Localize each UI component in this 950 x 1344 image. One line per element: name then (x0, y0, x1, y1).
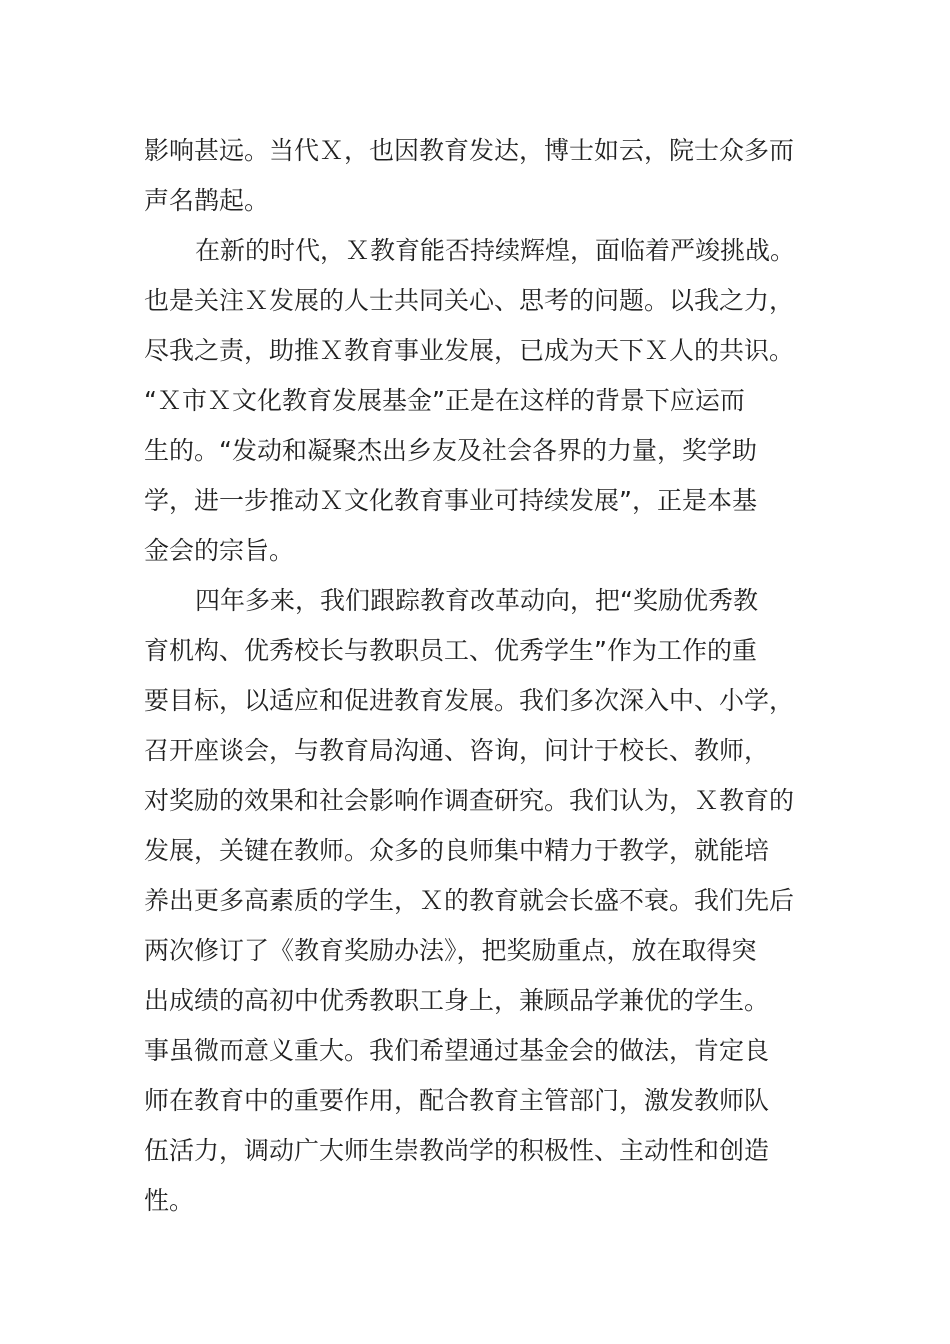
paragraph-line: 性。 (144, 1186, 195, 1215)
paragraph-line: 要目标，以适应和促进教育发展。我们多次深入中、小学， (144, 686, 795, 715)
paragraph-line: 召开座谈会，与教育局沟通、咨询，问计于校长、教师， (144, 736, 770, 765)
paragraph-line: 发展，关键在教师。众多的良师集中精力于教学，就能培 (144, 836, 770, 865)
document-body (144, 126, 814, 1226)
paragraph-line: 在新的时代，Ｘ教育能否持续辉煌，面临着严竣挑战。 (195, 236, 796, 265)
paragraph-line: 师在教育中的重要作用，配合教育主管部门，激发教师队 (144, 1086, 770, 1115)
paragraph-line: 学，进一步推动Ｘ文化教育事业可持续发展”，正是本基 (144, 486, 757, 515)
paragraph-line: 金会的宗旨。 (144, 536, 295, 565)
paragraph-line: 尽我之责，助推Ｘ教育事业发展，已成为天下Ｘ人的共识。 (144, 336, 795, 365)
paragraph-3 (144, 576, 814, 1226)
paragraph-line: 生的。“发动和凝聚杰出乡友及社会各界的力量，奖学助 (144, 436, 757, 465)
paragraph-line: 声名鹊起。 (144, 186, 270, 215)
paragraph-line: 两次修订了《教育奖励办法》，把奖励重点，放在取得突 (144, 936, 757, 965)
paragraph-line: 四年多来，我们跟踪教育改革动向，把“奖励优秀教 (195, 586, 758, 615)
paragraph-line: 影响甚远。当代Ｘ，也因教育发达，博士如云，院士众多而 (144, 136, 795, 165)
paragraph-1 (144, 126, 814, 226)
paragraph-line: “Ｘ市Ｘ文化教育发展基金”正是在这样的背景下应运而 (144, 386, 745, 415)
paragraph-line: 出成绩的高初中优秀教职工身上，兼顾品学兼优的学生。 (144, 986, 770, 1015)
paragraph-line: 伍活力，调动广大师生崇教尚学的积极性、主动性和创造 (144, 1136, 770, 1165)
paragraph-line: 对奖励的效果和社会影响作调查研究。我们认为，Ｘ教育的 (144, 786, 795, 815)
paragraph-line: 育机构、优秀校长与教职员工、优秀学生”作为工作的重 (144, 636, 757, 665)
paragraph-line: 事虽微而意义重大。我们希望通过基金会的做法，肯定良 (144, 1036, 770, 1065)
paragraph-line: 也是关注Ｘ发展的人士共同关心、思考的问题。以我之力， (144, 286, 795, 315)
paragraph-line: 养出更多高素质的学生，Ｘ的教育就会长盛不衰。我们先后 (144, 886, 795, 915)
paragraph-2 (144, 226, 814, 576)
